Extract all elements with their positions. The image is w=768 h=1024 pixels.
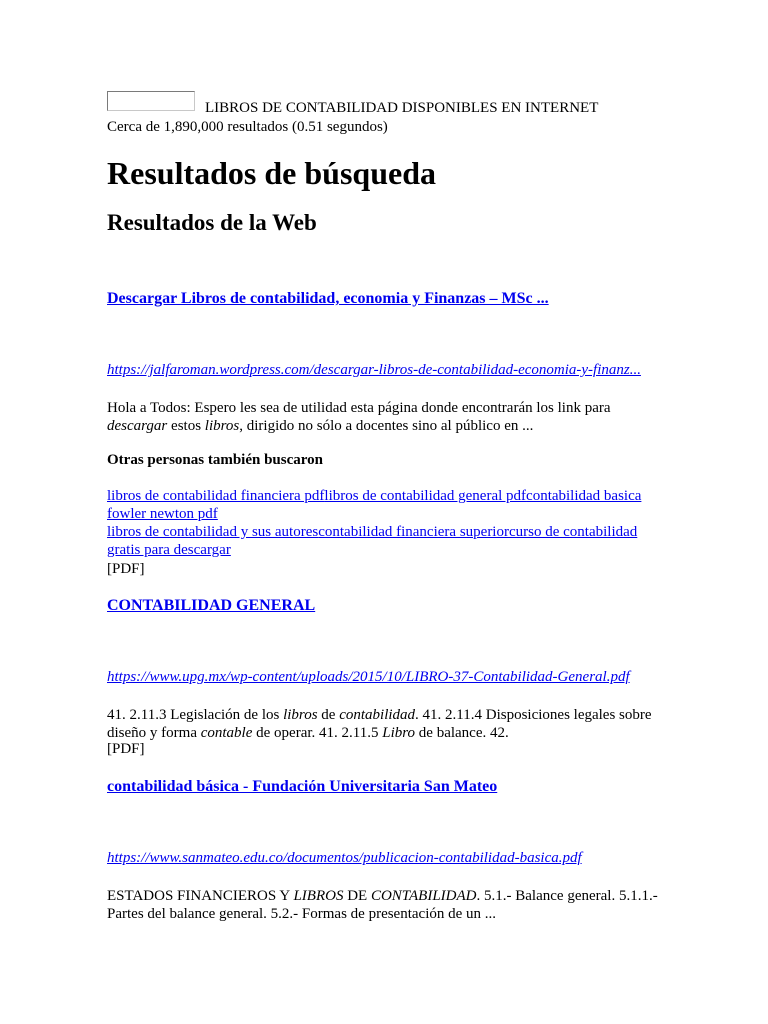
pdf-tag-3: [PDF] bbox=[107, 741, 145, 757]
result-stats: Cerca de 1,890,000 resultados (0.51 segundos) bbox=[107, 119, 388, 135]
result-title-1[interactable]: Descargar Libros de contabilidad, economia y Finanzas – MSc ... bbox=[107, 290, 549, 307]
related-link-4[interactable]: libros de contabilidad y sus autores bbox=[107, 524, 319, 540]
related-link-1[interactable]: libros de contabilidad financiera pdf bbox=[107, 488, 325, 504]
page-title: Resultados de búsqueda bbox=[107, 155, 436, 191]
result-url-1[interactable]: https://jalfaroman.wordpress.com/descargar-libros-de-contabilidad-economia-y-finanz... bbox=[107, 362, 641, 378]
related-link-5[interactable]: contabilidad financiera superior bbox=[318, 524, 509, 540]
result-url-2[interactable]: https://www.upg.mx/wp-content/uploads/2015/10/LIBRO-37-Contabilidad-General.pdf bbox=[107, 669, 630, 685]
search-input[interactable] bbox=[107, 91, 195, 111]
result-title-3[interactable]: contabilidad básica - Fundación Universitaria San Mateo bbox=[107, 778, 498, 795]
pdf-tag-2: [PDF] bbox=[107, 561, 145, 577]
result-title-2[interactable]: CONTABILIDAD GENERAL bbox=[107, 597, 316, 614]
related-link-2[interactable]: libros de contabilidad general pdf bbox=[324, 488, 527, 504]
related-link-6[interactable]: curso de contabilidad gratis para descargar bbox=[107, 524, 638, 558]
related-link-3[interactable]: contabilidad basica fowler newton pdf bbox=[107, 488, 642, 522]
result-snippet-1: Hola a Todos: Espero les sea de utilidad esta página donde encontrarán los link para descargar estos libros, dirigido no sólo a docentes sino al público en ... bbox=[107, 400, 611, 434]
web-results-heading: Resultados de la Web bbox=[107, 210, 317, 235]
related-searches bbox=[107, 487, 667, 559]
result-url-3[interactable]: https://www.sanmateo.edu.co/documentos/publicacion-contabilidad-basica.pdf bbox=[107, 850, 582, 866]
query-text: LIBROS DE CONTABILIDAD DISPONIBLES EN INTERNET bbox=[205, 100, 599, 116]
related-searches-heading: Otras personas también buscaron bbox=[107, 452, 323, 468]
result-snippet-3: ESTADOS FINANCIEROS Y LIBROS DE CONTABILIDAD. 5.1.- Balance general. 5.1.1.- Partes del balance general. 5.2.- Formas de presentación de un ... bbox=[107, 888, 658, 922]
result-snippet-2: 41. 2.11.3 Legislación de los libros de contabilidad. 41. 2.11.4 Disposiciones legales sobre diseño y forma contable de operar. 41. 2.11.5 Libro de balance. 42. bbox=[107, 707, 652, 741]
